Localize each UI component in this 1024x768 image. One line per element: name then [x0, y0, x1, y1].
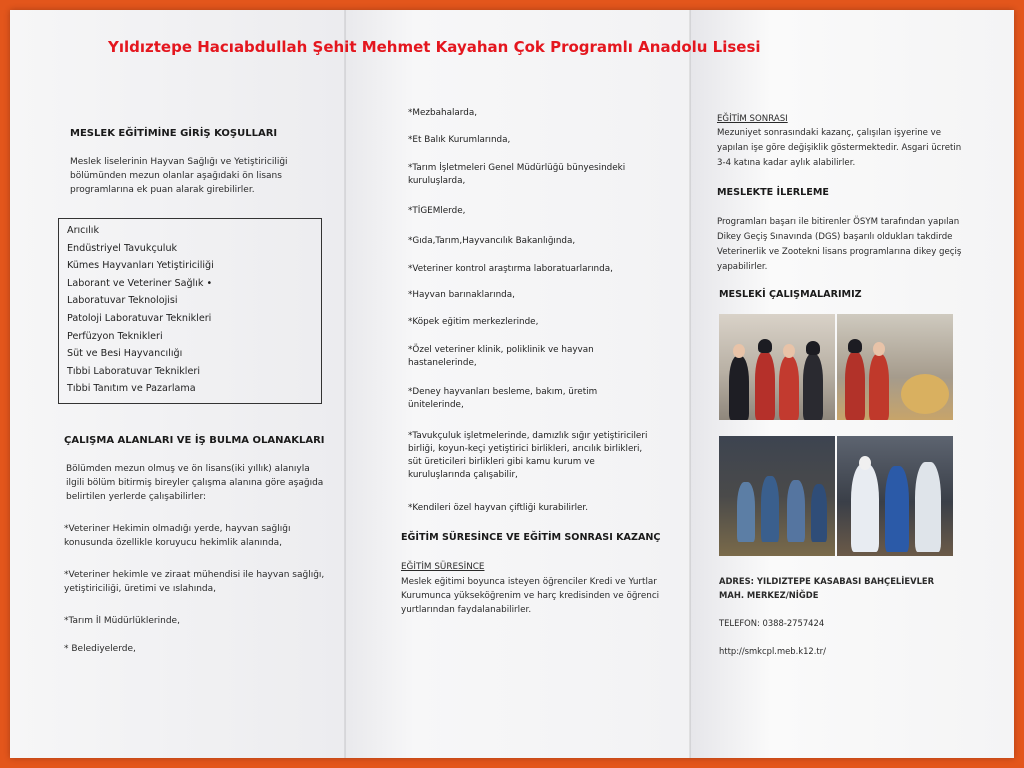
work-place-item: *Kendileri özel hayvan çiftliği kurabilirler. [408, 503, 589, 513]
address-text: ADRES: YILDIZTEPE KASABASI BAHÇELİEVLER MAH. MERKEZ/NİĞDE [719, 576, 935, 600]
right-panel [690, 10, 1014, 758]
work-place-item: *Veteriner kontrol araştırma laboratuarlarında, [408, 264, 613, 274]
program-item: Tıbbi Tanıtım ve Pazarlama [67, 383, 196, 395]
fold-line [689, 10, 691, 758]
program-item: Laboratuvar Teknolojisi [67, 295, 178, 307]
work-place-item: *Et Balık Kurumlarında, [408, 135, 511, 145]
program-item: Tıbbi Laboratuvar Teknikleri [67, 365, 200, 377]
brochure-sheet [10, 10, 1014, 758]
program-item: Laborant ve Veteriner Sağlık • [67, 277, 213, 289]
during-text: Meslek eğitimi boyunca isteyen öğrenciler Kredi ve Yurtlar Kurumunca yükseköğrenim ve harç kredisinden ve öğrenci yurtlarından faydalanabilirler. [401, 577, 660, 615]
entry-text: Meslek liselerinin Hayvan Sağlığı ve Yetiştiriciliği bölümünden mezun olanlar aşağıdaki ön lisans programlarına ek puan alarak girebilirler. [70, 157, 288, 195]
work-item: *Veteriner hekimle ve ziraat mühendisi ile hayvan sağlığı, yetiştiriciliği, üretimi ve ıslahında, [64, 570, 325, 594]
after-label: EĞİTİM SONRASI [717, 114, 788, 124]
work-place-item: *TİGEMlerde, [408, 206, 466, 216]
advance-text: Programları başarı ile bitirenler ÖSYM tarafından yapılan Dikey Geçiş Sınavında (DGS) başarılı oldukları takdirde Veterinerlik ve Zootekni lisans programlarına dikey geçiş yapabilirler. [717, 217, 962, 272]
entry-heading: MESLEK EĞİTİMİNE GİRİŞ KOŞULLARI [70, 128, 278, 139]
work-place-item: *Mezbahalarda, [408, 108, 478, 118]
work-item: *Tarım İl Müdürlüklerinde, [64, 616, 180, 626]
left-panel [10, 10, 345, 758]
program-list-box [58, 218, 322, 404]
during-label: EĞİTİM SÜRESİNCE [401, 562, 485, 572]
program-item: Endüstriyel Tavukçuluk [67, 242, 178, 254]
fold-line [344, 10, 346, 758]
work-place-item: *Deney hayvanları besleme, bakım, üretim ünitelerinde, [408, 387, 598, 410]
phone-text: TELEFON: 0388-2757424 [719, 618, 825, 628]
work-place-item: *Gıda,Tarım,Hayvancılık Bakanlığında, [408, 236, 576, 246]
work-intro: Bölümden mezun olmuş ve ön lisans(iki yıllık) alanıyla ilgili bölüm bitirmiş bireyler çalışma alanına göre aşağıda belirtilen yerlerde çalışabilirler: [66, 464, 324, 502]
work-place-item: *Tarım İşletmeleri Genel Müdürlüğü bünyesindeki kuruluşlarda, [408, 163, 626, 186]
work-item: * Belediyelerde, [64, 644, 136, 654]
barn-visit-photo [719, 436, 835, 556]
students-poultry-photo [837, 314, 953, 420]
work-place-item: *Hayvan barınaklarında, [408, 290, 515, 300]
program-item: Patoloji Laboratuvar Teknikleri [67, 312, 212, 324]
program-item: Kümes Hayvanları Yetiştiriciliği [67, 260, 214, 272]
advance-heading: MESLEKTE İLERLEME [717, 187, 829, 198]
milking-photo [837, 436, 953, 556]
program-item: Perfüzyon Teknikleri [67, 330, 163, 342]
work-heading: ÇALIŞMA ALANLARI VE İŞ BULMA OLANAKLARI [64, 435, 325, 446]
work-item: *Veteriner Hekimin olmadığı yerde, hayvan sağlığı konusunda özellikle koruyucu hekimlik alanında, [64, 524, 291, 548]
school-title: Yıldıztepe Hacıabdullah Şehit Mehmet Kayahan Çok Programlı Anadolu Lisesi [108, 38, 761, 56]
after-text: Mezuniyet sonrasındaki kazanç, çalışılan işyerine ve yapılan işe göre değişiklik göstermektedir. Asgari ücretin 3-4 katına kadar aylık alabilirler. [717, 128, 962, 168]
middle-panel [345, 10, 690, 758]
students-lab-photo [719, 314, 835, 420]
work-place-item: *Özel veteriner klinik, poliklinik ve hayvan hastanelerinde, [408, 345, 594, 368]
work-place-item: *Tavukçuluk işletmelerinde, damızlık sığır yetiştiricileri birliği, koyun-keçi yetiştirici birlikleri, arıcılık birlikleri, süt üreticileri birlikleri gibi kamu kurum ve kuruluşlarında çalışabilir, [408, 431, 648, 480]
program-item: Arıcılık [67, 225, 99, 236]
works-heading: MESLEKİ ÇALIŞMALARIMIZ [719, 289, 862, 300]
website-link[interactable]: http://smkcpl.meb.k12.tr/ [719, 646, 826, 656]
photo-collage [719, 314, 963, 562]
program-item: Süt ve Besi Hayvancılığı [67, 348, 183, 360]
work-place-item: *Köpek eğitim merkezlerinde, [408, 317, 539, 327]
earnings-heading: EĞİTİM SÜRESİNCE VE EĞİTİM SONRASI KAZANÇ [401, 532, 661, 543]
